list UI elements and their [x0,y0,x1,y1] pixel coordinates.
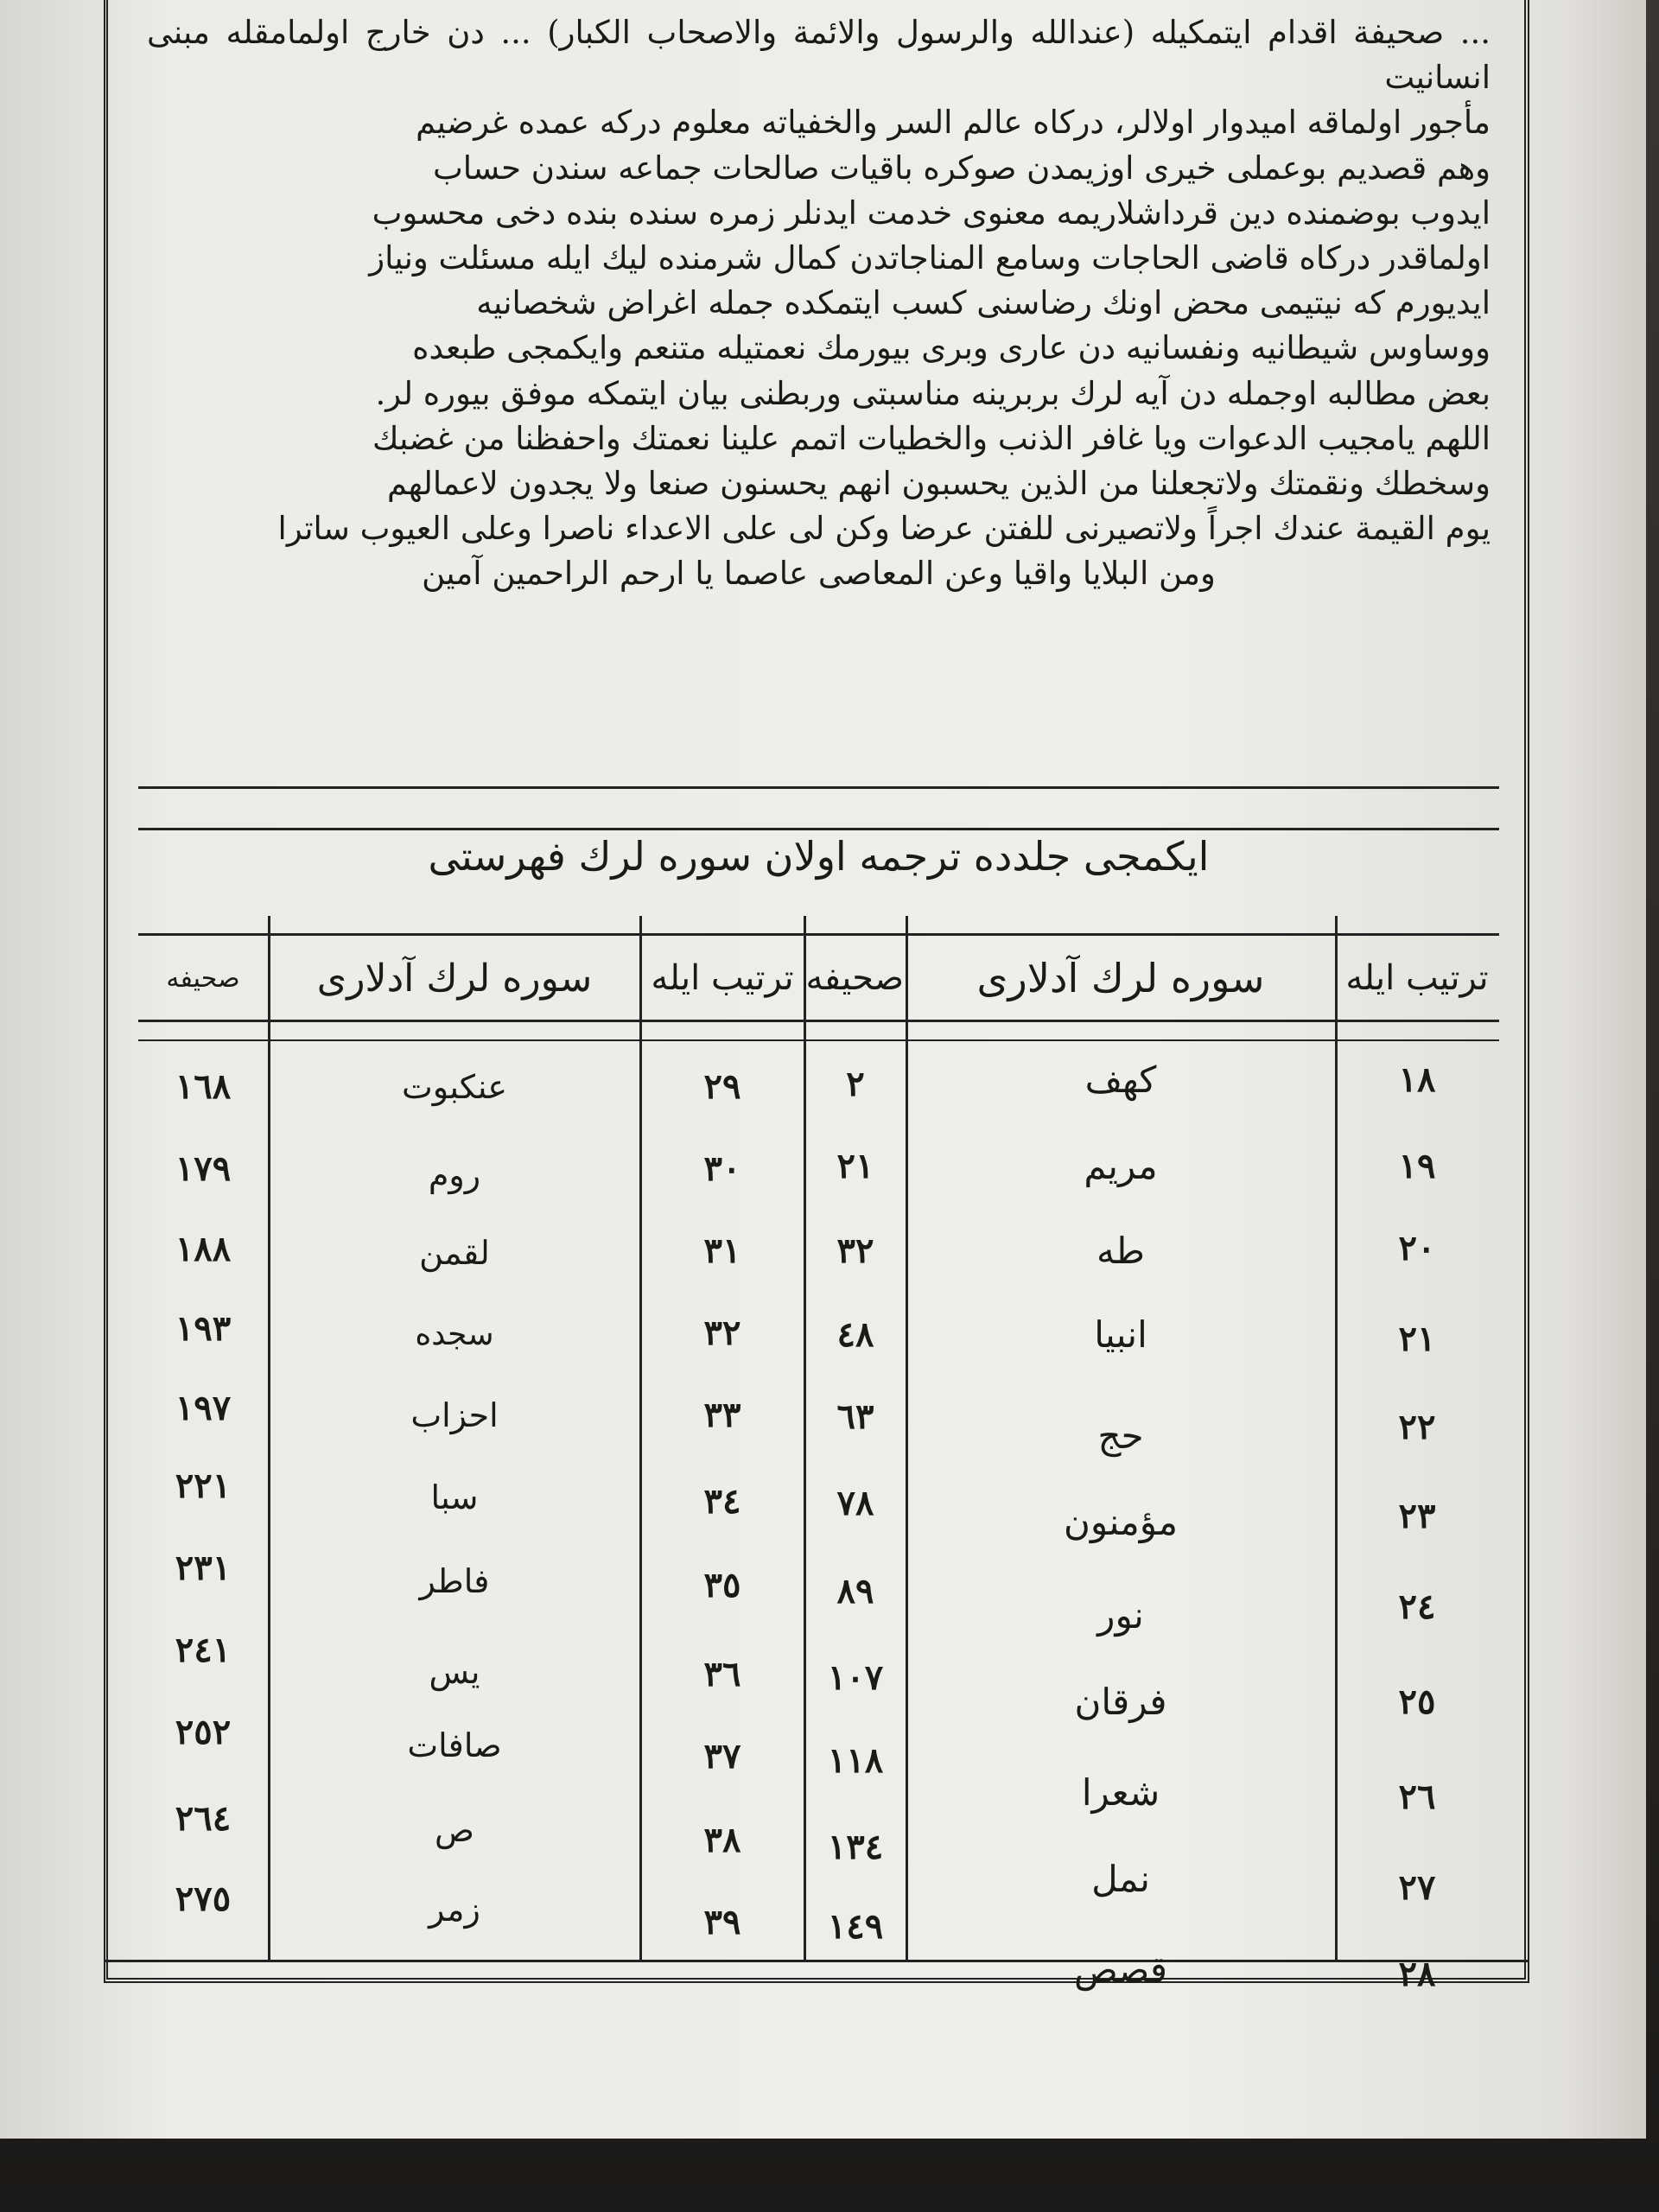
row-order: ٣٦ [703,1654,741,1694]
prose-line: يوم القيمة عندك اجراً ولاتصيرنى للفتن عرضا وكن لى على الاعداء ناصرا وعلى العيوب ساترا [277,510,1491,548]
prose-line: اولماقدر دركاه قاضى الحاجات وسامع المناجاتدن كمال شرمنده ليك ايله مسئلت ونياز [369,239,1491,277]
surah-name: احزاب [410,1396,499,1434]
prose-line: ايدوب بوضمنده دين قرداشلاريمه معنوى خدمت ايدنلر زمره سنده بنده دخى محسوب [372,194,1491,232]
page-number: ٢٤١ [175,1630,232,1670]
header-order-right: ترتيب ايله [1345,958,1489,998]
prose-paragraph [147,10,1491,597]
row-order: ٢١ [1398,1319,1436,1359]
surah-name: انبيا [1094,1313,1147,1356]
table-top-rule [138,933,1499,936]
row-order: ١٩ [1398,1146,1436,1186]
prose-line: ... صحيفة اقدام ايتمكيله (عندالله والرسول والائمة والاصحاب الكبار) ... دن خارج اولمامقله مبنى انسانيت [147,14,1491,97]
surah-name: شعرا [1081,1771,1160,1814]
row-order: ٢٢ [1398,1407,1436,1447]
surah-name: عنكبوت [402,1068,507,1106]
prose-line: ايديورم كه نيتيمى محض اونك رضاسنى كسب ايتمكده جمله اغراض شخصانيه [476,284,1491,322]
surah-name: روم [428,1156,481,1194]
surah-name: لقمن [419,1234,490,1272]
row-order: ٣٩ [703,1902,741,1942]
page-number: ١٦٨ [175,1066,232,1107]
row-order: ٣٠ [703,1148,741,1189]
row-order: ٢٣ [1398,1496,1436,1536]
prose-line: وهم قصديم بوعملى خيرى اوزيمدن صوكره باقيات صالحات جماعه سندن حساب [432,149,1491,187]
page-number: ١٨٨ [175,1229,232,1269]
surah-name: فاطر [419,1562,490,1600]
page-number: ٢٧٥ [175,1878,232,1919]
surah-name: صافات [407,1726,502,1764]
row-order: ٣٣ [703,1395,741,1435]
page-number: ٣٢ [836,1230,874,1271]
page-number: ١٩٧ [175,1388,232,1428]
prose-line: ووساوس شيطانيه ونفسانيه دن عارى وبرى بيورمك نعمتيله متنعم وايكمجى طبعده [412,329,1491,367]
surah-name: زمر [429,1891,480,1929]
surah-name: طه [1096,1230,1145,1272]
header-names-left: سوره لرك آدلارى [316,957,593,1001]
divider-rule [138,786,1499,789]
column-divider [639,916,642,1961]
page-number: ٦٣ [836,1396,874,1437]
header-rule [138,1039,1499,1041]
page-number: ٢١ [836,1146,874,1186]
page-number: ٢٢١ [175,1465,232,1506]
surah-name: يس [429,1653,480,1691]
surah-name: قصص [1074,1948,1167,1991]
prose-line: وسخطك ونقمتك ولاتجعلنا من الذين يحسبون انهم يحسنون صنعا ولا يجدون لاعمالهم [386,465,1491,503]
header-rule [138,1020,1499,1022]
column-divider [804,916,806,1961]
page-number: ١٤٩ [827,1906,884,1947]
row-order: ٢٤ [1398,1586,1436,1627]
row-order: ٢٨ [1398,1954,1436,1994]
row-order: ٣٨ [703,1820,741,1860]
page-number: ٢ [846,1064,865,1104]
surah-name: سجده [415,1317,494,1352]
index-title: ايكمجى جلدده ترجمه اولان سوره لرك فهرستى [428,833,1210,880]
header-page-right: صحيفه [805,958,904,998]
row-order: ٣٥ [703,1565,741,1605]
surah-name: سبا [430,1478,479,1516]
column-divider [906,916,908,1961]
page-number: ٢٦٤ [175,1798,232,1839]
header-names-right: سوره لرك آدلارى [976,955,1265,1001]
page-number: ١٩٣ [175,1308,232,1349]
page-number: ١٠٧ [827,1657,884,1698]
surah-name: مؤمنون [1064,1501,1178,1543]
surah-name: ص [435,1811,474,1849]
row-order: ٢٠ [1398,1228,1436,1268]
row-order: ٢٥ [1398,1681,1436,1722]
surah-name: فرقان [1074,1681,1167,1723]
header-order-left: ترتيب ايله [651,958,794,998]
column-divider [1335,916,1338,1961]
surah-name: مريم [1084,1145,1158,1187]
row-order: ٣٧ [703,1736,741,1777]
page-number: ١١٨ [827,1740,884,1781]
header-page-left: صحيفه [166,963,240,994]
prose-line: ومن البلايا واقيا وعن المعاصى عاصما يا ارحم الراحمين آمين [422,555,1216,593]
row-order: ٣٢ [703,1313,741,1353]
page-number: ٢٥٢ [175,1712,232,1752]
surah-name: حج [1097,1414,1144,1457]
row-order: ٣٤ [703,1481,741,1522]
prose-line: بعض مطالبه اوجمله دن آيه لرك بربرينه مناسبتى وربطنى بيان ايتمكه موفق بيوره لر. [375,374,1491,412]
page-number: ١٧٩ [175,1148,232,1189]
page-number: ٨٩ [836,1571,874,1611]
page-number: ١٣٤ [827,1827,884,1867]
row-order: ٢٩ [703,1066,741,1107]
row-order: ٢٧ [1398,1867,1436,1908]
page-number: ٢٣١ [175,1548,232,1588]
page-number: ٤٨ [836,1314,874,1355]
surah-name: نور [1097,1594,1144,1637]
prose-line: اللهم يامجيب الدعوات ويا غافر الذنب والخطيات اتمم علينا نعمتك واحفظنا من غضبك [372,419,1491,457]
surah-name: كهف [1084,1058,1157,1101]
row-order: ٢٦ [1398,1777,1436,1817]
row-order: ١٨ [1398,1059,1436,1100]
surah-name: نمل [1091,1858,1150,1900]
prose-line: مأجور اولماقه اميدوار اولالر، دركاه عالم السر والخفياته معلوم دركه عمده غرضيم [416,104,1491,142]
column-divider [268,916,270,1961]
page-number: ٧٨ [836,1483,874,1523]
row-order: ٣١ [703,1230,741,1271]
